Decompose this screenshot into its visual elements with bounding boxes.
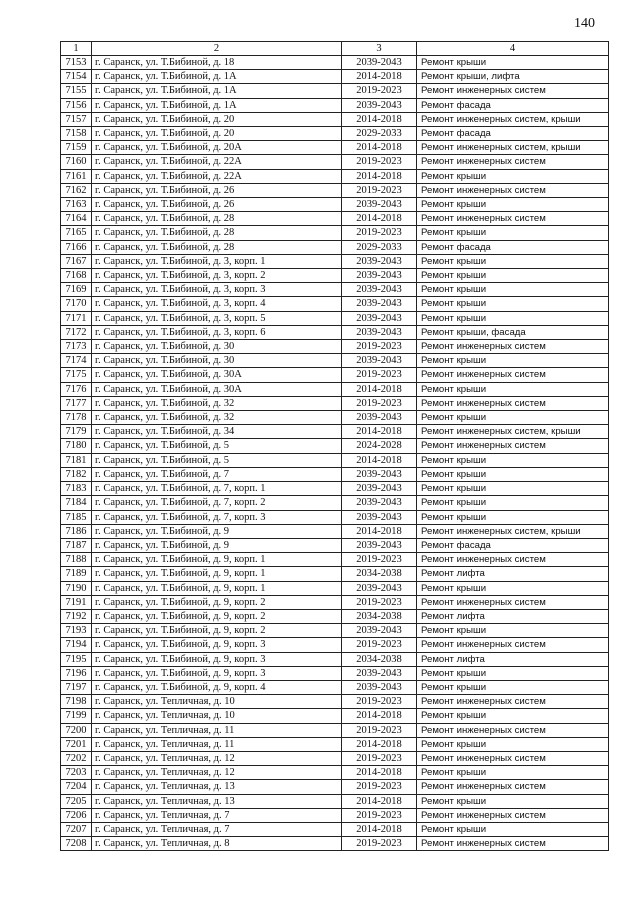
period-cell: 2019-2023: [342, 396, 417, 410]
address-cell: г. Саранск, ул. Т.Бибиной, д. 28: [92, 226, 342, 240]
table-row: [61, 482, 609, 496]
period-cell: 2034-2038: [342, 652, 417, 666]
work-type-cell: Ремонт инженерных систем: [417, 638, 609, 652]
address-cell: г. Саранск, ул. Т.Бибиной, д. 9, корп. 3: [92, 638, 342, 652]
period-cell: 2039-2043: [342, 297, 417, 311]
row-number-cell: 7189: [61, 567, 92, 581]
row-number-cell: 7153: [61, 56, 92, 70]
period-cell: 2039-2043: [342, 56, 417, 70]
column-header-period: 3: [342, 42, 417, 56]
work-type-cell: Ремонт крыши: [417, 496, 609, 510]
row-number-cell: 7194: [61, 638, 92, 652]
row-number-cell: 7202: [61, 751, 92, 765]
row-number-cell: 7184: [61, 496, 92, 510]
row-number-cell: 7161: [61, 169, 92, 183]
work-type-cell: Ремонт инженерных систем: [417, 340, 609, 354]
row-number-cell: 7154: [61, 70, 92, 84]
row-number-cell: 7186: [61, 524, 92, 538]
period-cell: 2039-2043: [342, 198, 417, 212]
work-type-cell: Ремонт лифта: [417, 652, 609, 666]
period-cell: 2019-2023: [342, 780, 417, 794]
row-number-cell: 7199: [61, 709, 92, 723]
table-row: [61, 311, 609, 325]
table-row: [61, 808, 609, 822]
work-type-cell: Ремонт крыши: [417, 56, 609, 70]
row-number-cell: 7163: [61, 198, 92, 212]
period-cell: 2039-2043: [342, 538, 417, 552]
table-row: [61, 709, 609, 723]
work-type-cell: Ремонт крыши: [417, 198, 609, 212]
address-cell: г. Саранск, ул. Т.Бибиной, д. 3, корп. 5: [92, 311, 342, 325]
work-type-cell: Ремонт крыши: [417, 382, 609, 396]
table-row: [61, 680, 609, 694]
period-cell: 2014-2018: [342, 70, 417, 84]
address-cell: г. Саранск, ул. Т.Бибиной, д. 3, корп. 6: [92, 325, 342, 339]
period-cell: 2019-2023: [342, 695, 417, 709]
table-row: [61, 226, 609, 240]
table-row: [61, 609, 609, 623]
table-row: [61, 652, 609, 666]
work-type-cell: Ремонт крыши: [417, 766, 609, 780]
row-number-cell: 7196: [61, 666, 92, 680]
address-cell: г. Саранск, ул. Тепличная, д. 11: [92, 737, 342, 751]
row-number-cell: 7185: [61, 510, 92, 524]
period-cell: 2039-2043: [342, 510, 417, 524]
work-type-cell: Ремонт крыши: [417, 226, 609, 240]
work-type-cell: Ремонт инженерных систем: [417, 155, 609, 169]
table-row: [61, 98, 609, 112]
row-number-cell: 7201: [61, 737, 92, 751]
work-type-cell: Ремонт инженерных систем, крыши: [417, 524, 609, 538]
row-number-cell: 7167: [61, 254, 92, 268]
table-row: [61, 382, 609, 396]
address-cell: г. Саранск, ул. Т.Бибиной, д. 3, корп. 2: [92, 269, 342, 283]
row-number-cell: 7181: [61, 453, 92, 467]
row-number-cell: 7190: [61, 581, 92, 595]
work-type-cell: Ремонт инженерных систем: [417, 553, 609, 567]
period-cell: 2039-2043: [342, 254, 417, 268]
row-number-cell: 7156: [61, 98, 92, 112]
row-number-cell: 7162: [61, 183, 92, 197]
period-cell: 2039-2043: [342, 98, 417, 112]
period-cell: 2019-2023: [342, 155, 417, 169]
row-number-cell: 7170: [61, 297, 92, 311]
work-type-cell: Ремонт инженерных систем, крыши: [417, 141, 609, 155]
table-row: [61, 269, 609, 283]
period-cell: 2034-2038: [342, 609, 417, 623]
row-number-cell: 7160: [61, 155, 92, 169]
row-number-cell: 7178: [61, 411, 92, 425]
work-type-cell: Ремонт инженерных систем: [417, 183, 609, 197]
address-cell: г. Саранск, ул. Т.Бибиной, д. 3, корп. 4: [92, 297, 342, 311]
row-number-cell: 7180: [61, 439, 92, 453]
column-header-address: 2: [92, 42, 342, 56]
address-cell: г. Саранск, ул. Т.Бибиной, д. 30А: [92, 382, 342, 396]
row-number-cell: 7157: [61, 112, 92, 126]
work-type-cell: Ремонт лифта: [417, 567, 609, 581]
table-row: [61, 212, 609, 226]
column-header-work-type: 4: [417, 42, 609, 56]
table-row: [61, 453, 609, 467]
address-cell: г. Саранск, ул. Т.Бибиной, д. 18: [92, 56, 342, 70]
address-cell: г. Саранск, ул. Т.Бибиной, д. 7, корп. 3: [92, 510, 342, 524]
table-header-row: [61, 42, 609, 56]
period-cell: 2039-2043: [342, 283, 417, 297]
table-row: [61, 141, 609, 155]
work-type-cell: Ремонт крыши: [417, 169, 609, 183]
period-cell: 2014-2018: [342, 141, 417, 155]
period-cell: 2039-2043: [342, 269, 417, 283]
period-cell: 2029-2033: [342, 240, 417, 254]
period-cell: 2039-2043: [342, 581, 417, 595]
table-row: [61, 283, 609, 297]
period-cell: 2039-2043: [342, 666, 417, 680]
table-row: [61, 198, 609, 212]
table-row: [61, 155, 609, 169]
address-cell: г. Саранск, ул. Т.Бибиной, д. 9, корп. 1: [92, 581, 342, 595]
work-type-cell: Ремонт крыши: [417, 680, 609, 694]
work-type-cell: Ремонт инженерных систем: [417, 723, 609, 737]
address-cell: г. Саранск, ул. Тепличная, д. 13: [92, 794, 342, 808]
table-row: [61, 396, 609, 410]
period-cell: 2019-2023: [342, 723, 417, 737]
address-cell: г. Саранск, ул. Т.Бибиной, д. 3, корп. 1: [92, 254, 342, 268]
period-cell: 2019-2023: [342, 84, 417, 98]
table-row: [61, 297, 609, 311]
address-cell: г. Саранск, ул. Т.Бибиной, д. 22А: [92, 155, 342, 169]
address-cell: г. Саранск, ул. Т.Бибиной, д. 20: [92, 112, 342, 126]
period-cell: 2039-2043: [342, 311, 417, 325]
work-type-cell: Ремонт крыши: [417, 709, 609, 723]
work-type-cell: Ремонт инженерных систем: [417, 808, 609, 822]
period-cell: 2014-2018: [342, 112, 417, 126]
period-cell: 2039-2043: [342, 325, 417, 339]
row-number-cell: 7171: [61, 311, 92, 325]
work-type-cell: Ремонт фасада: [417, 98, 609, 112]
period-cell: 2039-2043: [342, 467, 417, 481]
address-cell: г. Саранск, ул. Тепличная, д. 12: [92, 766, 342, 780]
work-type-cell: Ремонт крыши: [417, 510, 609, 524]
period-cell: 2014-2018: [342, 737, 417, 751]
row-number-cell: 7207: [61, 822, 92, 836]
address-cell: г. Саранск, ул. Т.Бибиной, д. 9, корп. 1: [92, 553, 342, 567]
period-cell: 2019-2023: [342, 638, 417, 652]
work-type-cell: Ремонт крыши: [417, 411, 609, 425]
table-row: [61, 595, 609, 609]
address-cell: г. Саранск, ул. Тепличная, д. 10: [92, 709, 342, 723]
period-cell: 2014-2018: [342, 822, 417, 836]
work-type-cell: Ремонт крыши: [417, 581, 609, 595]
address-cell: г. Саранск, ул. Т.Бибиной, д. 9, корп. 2: [92, 595, 342, 609]
work-type-cell: Ремонт лифта: [417, 609, 609, 623]
page-number: 140: [574, 16, 595, 31]
period-cell: 2019-2023: [342, 340, 417, 354]
period-cell: 2014-2018: [342, 709, 417, 723]
address-cell: г. Саранск, ул. Тепличная, д. 12: [92, 751, 342, 765]
table-row: [61, 666, 609, 680]
table-row: [61, 766, 609, 780]
row-number-cell: 7168: [61, 269, 92, 283]
table-row: [61, 524, 609, 538]
address-cell: г. Саранск, ул. Т.Бибиной, д. 30: [92, 354, 342, 368]
work-type-cell: Ремонт инженерных систем: [417, 439, 609, 453]
row-number-cell: 7205: [61, 794, 92, 808]
work-type-cell: Ремонт крыши: [417, 467, 609, 481]
table-row: [61, 425, 609, 439]
work-type-cell: Ремонт фасада: [417, 127, 609, 141]
table-body: [61, 56, 609, 851]
table-row: [61, 127, 609, 141]
row-number-cell: 7193: [61, 624, 92, 638]
period-cell: 2014-2018: [342, 212, 417, 226]
row-number-cell: 7183: [61, 482, 92, 496]
table-row: [61, 837, 609, 851]
address-cell: г. Саранск, ул. Тепличная, д. 7: [92, 822, 342, 836]
address-cell: г. Саранск, ул. Т.Бибиной, д. 7: [92, 467, 342, 481]
table-row: [61, 411, 609, 425]
address-cell: г. Саранск, ул. Т.Бибиной, д. 7, корп. 2: [92, 496, 342, 510]
table-row: [61, 354, 609, 368]
work-type-cell: Ремонт крыши: [417, 794, 609, 808]
address-cell: г. Саранск, ул. Тепличная, д. 13: [92, 780, 342, 794]
work-type-cell: Ремонт крыши: [417, 453, 609, 467]
row-number-cell: 7203: [61, 766, 92, 780]
address-cell: г. Саранск, ул. Т.Бибиной, д. 9, корп. 1: [92, 567, 342, 581]
work-type-cell: Ремонт фасада: [417, 538, 609, 552]
table-row: [61, 723, 609, 737]
table-row: [61, 439, 609, 453]
row-number-cell: 7172: [61, 325, 92, 339]
address-cell: г. Саранск, ул. Т.Бибиной, д. 9, корп. 3: [92, 666, 342, 680]
table-row: [61, 737, 609, 751]
period-cell: 2039-2043: [342, 624, 417, 638]
work-type-cell: Ремонт крыши: [417, 269, 609, 283]
work-type-cell: Ремонт инженерных систем: [417, 212, 609, 226]
address-cell: г. Саранск, ул. Т.Бибиной, д. 28: [92, 240, 342, 254]
row-number-cell: 7204: [61, 780, 92, 794]
table-row: [61, 695, 609, 709]
address-cell: г. Саранск, ул. Т.Бибиной, д. 32: [92, 411, 342, 425]
period-cell: 2014-2018: [342, 453, 417, 467]
address-cell: г. Саранск, ул. Т.Бибиной, д. 1А: [92, 84, 342, 98]
period-cell: 2014-2018: [342, 382, 417, 396]
table-row: [61, 567, 609, 581]
row-number-cell: 7191: [61, 595, 92, 609]
table-row: [61, 325, 609, 339]
address-cell: г. Саранск, ул. Т.Бибиной, д. 9, корп. 3: [92, 652, 342, 666]
row-number-cell: 7192: [61, 609, 92, 623]
work-type-cell: Ремонт крыши: [417, 666, 609, 680]
period-cell: 2014-2018: [342, 766, 417, 780]
work-type-cell: Ремонт крыши: [417, 311, 609, 325]
period-cell: 2039-2043: [342, 680, 417, 694]
table-row: [61, 751, 609, 765]
work-type-cell: Ремонт крыши, фасада: [417, 325, 609, 339]
period-cell: 2039-2043: [342, 411, 417, 425]
table-row: [61, 183, 609, 197]
address-cell: г. Саранск, ул. Т.Бибиной, д. 9, корп. 2: [92, 624, 342, 638]
period-cell: 2019-2023: [342, 368, 417, 382]
period-cell: 2019-2023: [342, 751, 417, 765]
address-cell: г. Саранск, ул. Тепличная, д. 8: [92, 837, 342, 851]
row-number-cell: 7195: [61, 652, 92, 666]
work-type-cell: Ремонт крыши: [417, 297, 609, 311]
work-type-cell: Ремонт инженерных систем: [417, 595, 609, 609]
row-number-cell: 7206: [61, 808, 92, 822]
table-row: [61, 84, 609, 98]
row-number-cell: 7197: [61, 680, 92, 694]
work-type-cell: Ремонт крыши: [417, 624, 609, 638]
period-cell: 2019-2023: [342, 837, 417, 851]
table-row: [61, 112, 609, 126]
row-number-cell: 7177: [61, 396, 92, 410]
address-cell: г. Саранск, ул. Т.Бибиной, д. 5: [92, 453, 342, 467]
work-type-cell: Ремонт инженерных систем: [417, 396, 609, 410]
row-number-cell: 7158: [61, 127, 92, 141]
address-cell: г. Саранск, ул. Т.Бибиной, д. 34: [92, 425, 342, 439]
period-cell: 2039-2043: [342, 482, 417, 496]
row-number-cell: 7179: [61, 425, 92, 439]
work-type-cell: Ремонт крыши: [417, 737, 609, 751]
address-cell: г. Саранск, ул. Т.Бибиной, д. 26: [92, 183, 342, 197]
table-row: [61, 56, 609, 70]
address-cell: г. Саранск, ул. Т.Бибиной, д. 9: [92, 524, 342, 538]
period-cell: 2034-2038: [342, 567, 417, 581]
address-cell: г. Саранск, ул. Т.Бибиной, д. 30: [92, 340, 342, 354]
period-cell: 2039-2043: [342, 496, 417, 510]
table-row: [61, 581, 609, 595]
row-number-cell: 7200: [61, 723, 92, 737]
table-row: [61, 780, 609, 794]
address-cell: г. Саранск, ул. Тепличная, д. 7: [92, 808, 342, 822]
table-row: [61, 638, 609, 652]
work-type-cell: Ремонт инженерных систем: [417, 751, 609, 765]
address-cell: г. Саранск, ул. Т.Бибиной, д. 7, корп. 1: [92, 482, 342, 496]
work-type-cell: Ремонт крыши, лифта: [417, 70, 609, 84]
table-row: [61, 624, 609, 638]
table-row: [61, 70, 609, 84]
table-row: [61, 240, 609, 254]
address-cell: г. Саранск, ул. Тепличная, д. 10: [92, 695, 342, 709]
table-row: [61, 553, 609, 567]
period-cell: 2014-2018: [342, 524, 417, 538]
repair-schedule-table: [60, 41, 609, 851]
address-cell: г. Саранск, ул. Т.Бибиной, д. 1А: [92, 70, 342, 84]
work-type-cell: Ремонт крыши: [417, 283, 609, 297]
row-number-cell: 7176: [61, 382, 92, 396]
table-row: [61, 169, 609, 183]
row-number-cell: 7175: [61, 368, 92, 382]
work-type-cell: Ремонт инженерных систем: [417, 837, 609, 851]
row-number-cell: 7169: [61, 283, 92, 297]
row-number-cell: 7198: [61, 695, 92, 709]
work-type-cell: Ремонт крыши: [417, 482, 609, 496]
period-cell: 2029-2033: [342, 127, 417, 141]
period-cell: 2019-2023: [342, 595, 417, 609]
row-number-cell: 7164: [61, 212, 92, 226]
address-cell: г. Саранск, ул. Т.Бибиной, д. 22А: [92, 169, 342, 183]
table-row: [61, 510, 609, 524]
table-row: [61, 538, 609, 552]
period-cell: 2019-2023: [342, 553, 417, 567]
row-number-cell: 7155: [61, 84, 92, 98]
address-cell: г. Саранск, ул. Т.Бибиной, д. 20А: [92, 141, 342, 155]
table-row: [61, 467, 609, 481]
row-number-cell: 7182: [61, 467, 92, 481]
work-type-cell: Ремонт инженерных систем: [417, 695, 609, 709]
address-cell: г. Саранск, ул. Т.Бибиной, д. 30А: [92, 368, 342, 382]
address-cell: г. Саранск, ул. Т.Бибиной, д. 32: [92, 396, 342, 410]
table-row: [61, 254, 609, 268]
row-number-cell: 7208: [61, 837, 92, 851]
address-cell: г. Саранск, ул. Т.Бибиной, д. 26: [92, 198, 342, 212]
address-cell: г. Саранск, ул. Т.Бибиной, д. 9: [92, 538, 342, 552]
period-cell: 2019-2023: [342, 183, 417, 197]
period-cell: 2039-2043: [342, 354, 417, 368]
work-type-cell: Ремонт крыши: [417, 354, 609, 368]
row-number-cell: 7174: [61, 354, 92, 368]
work-type-cell: Ремонт инженерных систем, крыши: [417, 112, 609, 126]
table-row: [61, 496, 609, 510]
period-cell: 2014-2018: [342, 425, 417, 439]
work-type-cell: Ремонт инженерных систем: [417, 368, 609, 382]
row-number-cell: 7165: [61, 226, 92, 240]
address-cell: г. Саранск, ул. Т.Бибиной, д. 20: [92, 127, 342, 141]
address-cell: г. Саранск, ул. Т.Бибиной, д. 5: [92, 439, 342, 453]
row-number-cell: 7173: [61, 340, 92, 354]
work-type-cell: Ремонт крыши: [417, 822, 609, 836]
row-number-cell: 7159: [61, 141, 92, 155]
period-cell: 2019-2023: [342, 226, 417, 240]
table-row: [61, 368, 609, 382]
period-cell: 2019-2023: [342, 808, 417, 822]
row-number-cell: 7188: [61, 553, 92, 567]
work-type-cell: Ремонт инженерных систем: [417, 84, 609, 98]
work-type-cell: Ремонт фасада: [417, 240, 609, 254]
address-cell: г. Саранск, ул. Т.Бибиной, д. 3, корп. 3: [92, 283, 342, 297]
address-cell: г. Саранск, ул. Т.Бибиной, д. 28: [92, 212, 342, 226]
address-cell: г. Саранск, ул. Т.Бибиной, д. 9, корп. 4: [92, 680, 342, 694]
row-number-cell: 7187: [61, 538, 92, 552]
work-type-cell: Ремонт инженерных систем: [417, 780, 609, 794]
table-row: [61, 794, 609, 808]
period-cell: 2024-2028: [342, 439, 417, 453]
table-row: [61, 822, 609, 836]
table-row: [61, 340, 609, 354]
address-cell: г. Саранск, ул. Т.Бибиной, д. 1А: [92, 98, 342, 112]
address-cell: г. Саранск, ул. Тепличная, д. 11: [92, 723, 342, 737]
period-cell: 2014-2018: [342, 794, 417, 808]
row-number-cell: 7166: [61, 240, 92, 254]
period-cell: 2014-2018: [342, 169, 417, 183]
column-header-number: 1: [61, 42, 92, 56]
work-type-cell: Ремонт крыши: [417, 254, 609, 268]
work-type-cell: Ремонт инженерных систем, крыши: [417, 425, 609, 439]
address-cell: г. Саранск, ул. Т.Бибиной, д. 9, корп. 2: [92, 609, 342, 623]
